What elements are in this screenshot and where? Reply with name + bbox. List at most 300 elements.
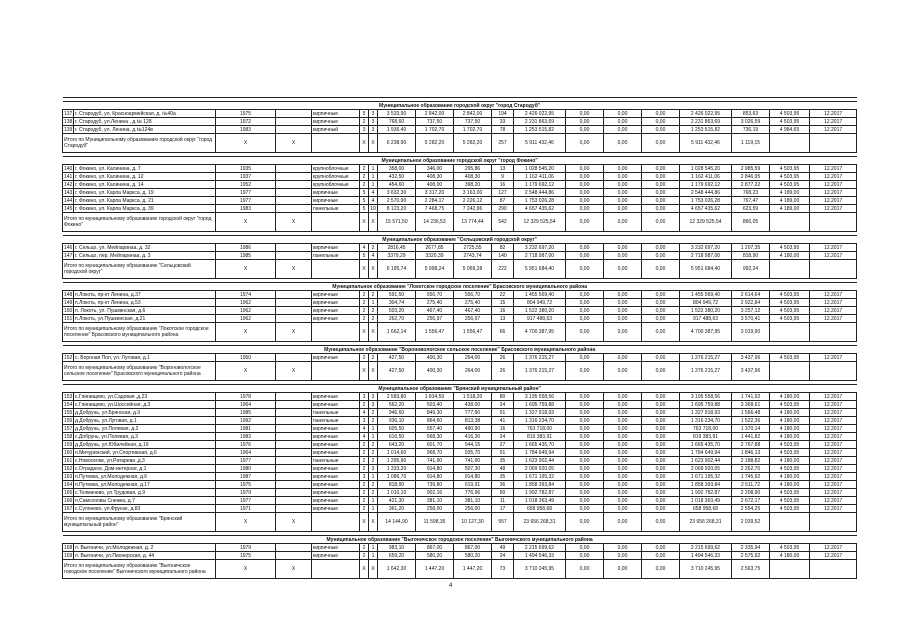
data-cell: 146 (64, 244, 73, 251)
data-cell: 1987 (216, 473, 276, 481)
data-cell: 562,20 (378, 401, 416, 409)
data-cell: 0,00 (642, 544, 680, 552)
data-cell: 2 (360, 441, 369, 449)
data-cell (276, 393, 312, 401)
data-cell: 2 (360, 181, 369, 189)
data-cell: 2 922,84 (732, 299, 770, 307)
data-cell: 737,50 (454, 118, 492, 126)
data-cell: 33 (492, 118, 514, 126)
data-cell: 1 702,70 (416, 126, 454, 134)
data-cell: 3 232 697,20 (680, 244, 732, 252)
data-cell: панельные (312, 252, 360, 260)
data-cell: 4 503,95 (770, 449, 810, 457)
data-cell: 256,00 (454, 505, 492, 513)
data-cell: 1 858 393,84 (514, 481, 566, 489)
table-row (63, 110, 857, 118)
data-cell: кирпичные (312, 465, 360, 473)
total-cell: 5 282,20 (454, 134, 492, 153)
address-cell: г. Фокино, ул. Карла Маркса, д. 19 (74, 189, 216, 197)
total-cell: 12 329 525,54 (680, 213, 732, 232)
data-cell: 544,15 (454, 441, 492, 449)
data-cell: 1 665 435,70 (680, 441, 732, 449)
total-cell: 0,00 (604, 323, 642, 342)
address-cell: д.Добрунь, ул.Полевая, д.2 (74, 425, 216, 433)
total-cell (810, 260, 857, 279)
data-cell: 0,00 (566, 505, 604, 513)
table-row (63, 497, 857, 505)
data-cell: 1 992 782,87 (514, 489, 566, 497)
data-cell (276, 417, 312, 425)
data-cell: 264,00 (454, 354, 492, 362)
address-cell: д.Добрунь, ул.Брянская, д.9 (74, 409, 216, 417)
data-cell: 12.2017 (810, 189, 857, 197)
data-cell: кирпичные (312, 544, 360, 552)
data-cell: 2 (360, 291, 369, 299)
total-cell: X (369, 134, 378, 153)
data-cell: 0,00 (604, 110, 642, 118)
table-row (63, 126, 857, 134)
data-cell: 1 (369, 544, 378, 552)
data-cell: 1962 (216, 299, 276, 307)
data-cell: 16 (492, 181, 514, 189)
total-cell: 0,00 (566, 362, 604, 381)
data-cell: 0,00 (566, 552, 604, 560)
total-cell: 0,00 (604, 513, 642, 532)
total-cell: 0,00 (566, 560, 604, 579)
data-cell: 0,00 (566, 417, 604, 425)
data-cell: 16 (492, 425, 514, 433)
address-cell: г. Фокино, ул. Калинина, д. 14 (74, 181, 216, 189)
data-cell: 2 (369, 409, 378, 417)
data-cell: 4 503,95 (770, 307, 810, 315)
data-cell (276, 315, 312, 323)
data-cell: 4 503,95 (770, 244, 810, 252)
data-cell: 3 (369, 401, 378, 409)
data-cell: 818,90 (378, 481, 416, 489)
data-cell: 0,00 (604, 165, 642, 173)
data-cell: 0,00 (642, 307, 680, 315)
data-cell: 1 295,90 (378, 457, 416, 465)
address-cell: с.Глинищево, ул.Шоссейная, д.3 (74, 401, 216, 409)
data-cell: 0,00 (642, 110, 680, 118)
data-cell: 0,00 (642, 473, 680, 481)
data-cell: 3 257,12 (732, 307, 770, 315)
data-cell: 381,10 (454, 497, 492, 505)
data-cell: 0,00 (642, 401, 680, 409)
data-cell: 0,00 (604, 465, 642, 473)
data-cell: 194 (492, 110, 514, 118)
data-cell: 0,00 (642, 489, 680, 497)
data-cell: 0,00 (604, 489, 642, 497)
data-cell: 4 503,95 (770, 489, 810, 497)
total-cell: 0,00 (642, 560, 680, 579)
data-cell: 4 503,95 (770, 173, 810, 181)
data-cell: 1 745,92 (732, 473, 770, 481)
data-cell: 1964 (216, 449, 276, 457)
data-cell: 1 086,70 (378, 473, 416, 481)
data-cell: 1 376 215,27 (680, 354, 732, 362)
total-label: Итого по Муниципальному образованию городской округ "город Стародуб" (63, 134, 216, 153)
total-cell: 264,00 (454, 362, 492, 381)
data-cell: 4 180,00 (770, 417, 810, 425)
data-cell: 4 180,00 (770, 433, 810, 441)
data-cell: 1 455 569,40 (680, 291, 732, 299)
total-cell: 14 144,90 (378, 513, 416, 532)
data-cell: 1986 (216, 244, 276, 252)
data-cell: 361,20 (378, 505, 416, 513)
address-cell: п. Выгоничи, ул.Молодежная, д. 2 (74, 544, 216, 552)
data-cell: 0,00 (642, 173, 680, 181)
data-cell: 968,70 (416, 449, 454, 457)
data-cell: кирпичные (312, 189, 360, 197)
data-cell: 2 548 444,86 (680, 189, 732, 197)
address-cell: с.Супонево, ул.Фрунзе, д.83 (74, 505, 216, 513)
data-cell (276, 299, 312, 307)
data-cell: 0,00 (604, 197, 642, 205)
table-row (63, 315, 857, 323)
data-cell: 35 (492, 473, 514, 481)
data-cell: кирпичный (312, 126, 360, 134)
total-cell (770, 362, 810, 381)
data-cell: 2 985,59 (732, 165, 770, 173)
data-cell: 768,60 (378, 118, 416, 126)
data-cell: 1 522,36 (732, 417, 770, 425)
data-cell: 0,00 (566, 197, 604, 205)
data-cell: 17 (492, 505, 514, 513)
data-cell: кирпичные (312, 481, 360, 489)
data-cell: 467,40 (454, 307, 492, 315)
data-cell (276, 401, 312, 409)
data-cell: 580,20 (416, 552, 454, 560)
data-cell (276, 425, 312, 433)
total-cell: 13 774,44 (454, 213, 492, 232)
address-cell: д.Добрунь, ул.Луговая, д.1 (74, 417, 216, 425)
data-cell: 2 614,64 (732, 291, 770, 299)
data-cell: панельные (312, 417, 360, 425)
data-cell (276, 433, 312, 441)
data-cell: 0,00 (566, 173, 604, 181)
data-cell: 2 (369, 244, 378, 252)
address-cell: д.Добрунь, ул.Юбилейная, д.19 (74, 441, 216, 449)
total-cell: 3 437,96 (732, 362, 770, 381)
total-cell: 1 119,15 (732, 134, 770, 153)
data-cell: 3 195 558,56 (514, 393, 566, 401)
total-cell: X (360, 560, 369, 579)
section-title: Муниципальное образование "Вороновологское сельское поселение" Брасовского муниципального района (63, 346, 857, 354)
total-cell: 0,00 (642, 362, 680, 381)
total-cell: X (216, 362, 276, 381)
data-cell: 1 (369, 473, 378, 481)
address-cell: п. Выгоничи, ул.Пионерская, д. 44 (74, 552, 216, 560)
data-cell: 4 180,00 (770, 393, 810, 401)
data-cell: 12.2017 (810, 165, 857, 173)
data-cell: 408,30 (416, 173, 454, 181)
data-cell: 1971 (216, 505, 276, 513)
total-cell (770, 560, 810, 579)
total-cell: X (276, 134, 312, 153)
data-cell: 3 (360, 126, 369, 134)
data-cell: 1 162 411,06 (680, 173, 732, 181)
total-cell (770, 134, 810, 153)
data-cell: 3 (369, 126, 378, 134)
data-cell: 3 (360, 473, 369, 481)
data-cell: 12.2017 (810, 401, 857, 409)
data-cell: 398,20 (454, 181, 492, 189)
data-cell: 163 (64, 473, 73, 480)
data-cell: 4 180,00 (770, 481, 810, 489)
data-cell: 1 623 902,44 (514, 457, 566, 465)
data-cell: 936,10 (378, 417, 416, 425)
data-cell: 2 570,90 (378, 197, 416, 205)
data-cell: 4 503,95 (770, 465, 810, 473)
data-cell: 2 (360, 465, 369, 473)
data-cell: кирпичные (312, 118, 360, 126)
data-cell: 1 (369, 299, 378, 307)
data-cell: 804 949,72 (514, 299, 566, 307)
data-cell: 0,00 (566, 489, 604, 497)
total-cell: 11 598,35 (416, 513, 454, 532)
data-cell: 2 (360, 307, 369, 315)
data-cell: 416,30 (454, 433, 492, 441)
data-cell: 13 (492, 165, 514, 173)
data-cell: 2 (369, 489, 378, 497)
data-cell (276, 126, 312, 134)
housing-register-table (62, 97, 857, 579)
data-cell: 12.2017 (810, 544, 857, 552)
data-cell: 2 718 987,00 (514, 252, 566, 260)
data-cell: 15 (492, 299, 514, 307)
data-cell (276, 552, 312, 560)
data-cell: 12.2017 (810, 481, 857, 489)
data-cell (276, 489, 312, 497)
data-cell: 158 (64, 433, 73, 440)
data-cell: 1 741,92 (732, 393, 770, 401)
data-cell: 36 (492, 481, 514, 489)
data-cell: 0,00 (642, 481, 680, 489)
table-row (63, 197, 857, 205)
data-cell: 4 (360, 433, 369, 441)
data-cell: 4 503,95 (770, 165, 810, 173)
data-cell: 0,00 (566, 433, 604, 441)
data-cell: 4 180,00 (770, 409, 810, 417)
data-cell: 0,00 (566, 291, 604, 299)
data-cell: 3 (369, 393, 378, 401)
total-cell: 66 (492, 323, 514, 342)
data-cell: 2 (360, 497, 369, 505)
data-cell: 0,00 (604, 291, 642, 299)
data-cell: 454,60 (378, 181, 416, 189)
data-cell: 1 (369, 181, 378, 189)
data-cell: 0,00 (604, 181, 642, 189)
data-cell: кирпичные (312, 401, 360, 409)
total-cell: 3 710 245,95 (514, 560, 566, 579)
total-cell: 1 447,20 (454, 560, 492, 579)
data-cell: 153 (64, 393, 73, 400)
data-cell: 0,00 (566, 449, 604, 457)
data-cell: 914,80 (416, 465, 454, 473)
data-cell: 4 503,95 (770, 291, 810, 299)
data-cell: 4 503,95 (770, 110, 810, 118)
data-cell: 0,00 (604, 307, 642, 315)
data-cell: 0,00 (604, 457, 642, 465)
data-cell (276, 473, 312, 481)
data-cell: 0,00 (566, 189, 604, 197)
data-cell: 1976 (216, 441, 276, 449)
data-cell: 1 253 515,82 (680, 126, 732, 134)
data-cell: 1 784 649,94 (680, 449, 732, 457)
data-cell: 3 533,90 (378, 110, 416, 118)
address-cell: п.Локоть, ул.Пушкинская, д.21 (74, 315, 216, 323)
total-cell (810, 560, 857, 579)
data-cell: 2 (360, 505, 369, 513)
data-cell: 13 (492, 315, 514, 323)
data-cell: 0,00 (604, 315, 642, 323)
data-cell: 0,00 (566, 205, 604, 213)
data-cell: 408,00 (416, 181, 454, 189)
data-cell: 0,00 (604, 189, 642, 197)
data-cell: 3 (360, 393, 369, 401)
data-cell: 145 (64, 205, 73, 212)
total-cell: X (360, 213, 369, 232)
data-cell: 16 (492, 307, 514, 315)
data-cell: 2 (360, 165, 369, 173)
data-cell: 0,00 (566, 465, 604, 473)
data-cell: 0,00 (642, 205, 680, 213)
data-cell (276, 457, 312, 465)
data-cell (276, 481, 312, 489)
data-cell: 1975 (216, 110, 276, 118)
data-cell: 2 (360, 173, 369, 181)
data-cell: 2 (360, 401, 369, 409)
total-cell: 0,00 (642, 323, 680, 342)
data-cell: 24 (492, 401, 514, 409)
data-cell: 0,00 (642, 126, 680, 134)
data-cell: 643,20 (378, 441, 416, 449)
data-cell: 0,00 (642, 299, 680, 307)
data-cell: 3 (369, 465, 378, 473)
data-cell: 4 503,95 (770, 441, 810, 449)
data-cell: 1981 (216, 425, 276, 433)
data-cell: 290 (492, 205, 514, 213)
data-cell: 1 018 363,49 (680, 497, 732, 505)
table-row (63, 181, 857, 189)
data-cell: 12.2017 (810, 315, 857, 323)
data-cell: кирпичные (312, 433, 360, 441)
total-cell (810, 513, 857, 532)
total-cell: X (216, 260, 276, 279)
data-cell: крупноблочные (312, 173, 360, 181)
data-cell: кирпичные (312, 552, 360, 560)
data-cell: 27 (492, 441, 514, 449)
data-cell: 1 623 902,44 (680, 457, 732, 465)
data-cell: 1 018 363,49 (514, 497, 566, 505)
data-cell: 914,80 (454, 473, 492, 481)
data-cell: 1 671 195,32 (514, 473, 566, 481)
total-cell: 5 911 432,46 (680, 134, 732, 153)
data-cell: 1 834,50 (416, 393, 454, 401)
section-total-row (63, 134, 857, 153)
data-cell: 2 (360, 449, 369, 457)
data-cell: 0,00 (642, 118, 680, 126)
data-cell: 12.2017 (810, 291, 857, 299)
data-cell: 1 695 759,88 (514, 401, 566, 409)
table-row (63, 449, 857, 457)
total-cell: 1 447,20 (416, 560, 454, 579)
data-cell: 507,30 (454, 465, 492, 473)
total-cell (770, 213, 810, 232)
total-cell: 15 571,50 (378, 213, 416, 232)
data-cell: 12.2017 (810, 181, 857, 189)
data-cell: 0,00 (566, 441, 604, 449)
data-cell: 4 189,00 (770, 189, 810, 197)
data-cell: 1977 (216, 189, 276, 197)
data-cell: 2 718 987,00 (680, 252, 732, 260)
data-cell: 0,00 (604, 425, 642, 433)
data-cell: 935,70 (454, 449, 492, 457)
total-cell: 0,00 (604, 560, 642, 579)
total-cell: X (216, 323, 276, 342)
data-cell: 0,00 (604, 173, 642, 181)
data-cell: 5 (360, 189, 369, 197)
total-cell: X (276, 213, 312, 232)
data-cell: 1 014,60 (378, 449, 416, 457)
data-cell: 275,40 (416, 299, 454, 307)
total-cell (770, 513, 810, 532)
total-cell: 4 700 387,95 (680, 323, 732, 342)
data-cell: 2 (360, 299, 369, 307)
data-cell: 1972 (216, 118, 276, 126)
data-cell: 3 163,00 (454, 189, 492, 197)
total-cell: X (369, 323, 378, 342)
data-cell: 2743,74 (454, 252, 492, 260)
total-cell: 5 911 432,46 (514, 134, 566, 153)
data-cell: 0,00 (642, 497, 680, 505)
data-cell: 2 767,88 (732, 441, 770, 449)
data-cell: 7 242,96 (454, 205, 492, 213)
data-cell: 0,00 (604, 299, 642, 307)
address-cell: г. Фокино, ул. Калинина, д. 7 (74, 165, 216, 173)
data-cell: 0,00 (604, 401, 642, 409)
total-cell: X (369, 362, 378, 381)
section-title: Муниципальное образование "Локотское городское поселение" Брасовского муниципального района (63, 283, 857, 291)
total-cell: X (216, 213, 276, 232)
table-row (63, 189, 857, 197)
data-cell: 467,40 (416, 307, 454, 315)
data-cell: 0,00 (566, 473, 604, 481)
address-cell: г. Фокино, ул. Карла Маркса, д. 39 (74, 205, 216, 213)
data-cell: 1977 (216, 457, 276, 465)
total-cell: 5 951 684,40 (514, 260, 566, 279)
total-cell: X (216, 134, 276, 153)
data-cell: 156 (64, 417, 73, 424)
data-cell: 10 (370, 205, 376, 212)
section-header (63, 385, 857, 393)
data-cell: 2 231 863,69 (514, 118, 566, 126)
data-cell: 87 (492, 197, 514, 205)
data-cell: 4 (360, 244, 369, 252)
total-cell: 992,24 (732, 260, 770, 279)
data-cell: 1962 (216, 315, 276, 323)
data-cell: 1 494 546,33 (680, 552, 732, 560)
data-cell: 0,00 (642, 393, 680, 401)
data-cell (276, 291, 312, 299)
data-cell: 51 (492, 449, 514, 457)
total-cell: X (216, 560, 276, 579)
data-cell: 853,63 (732, 110, 770, 118)
data-cell: 2 511,72 (732, 481, 770, 489)
data-cell: 2 215 699,62 (680, 544, 732, 552)
data-cell: 1 376 215,27 (514, 354, 566, 362)
